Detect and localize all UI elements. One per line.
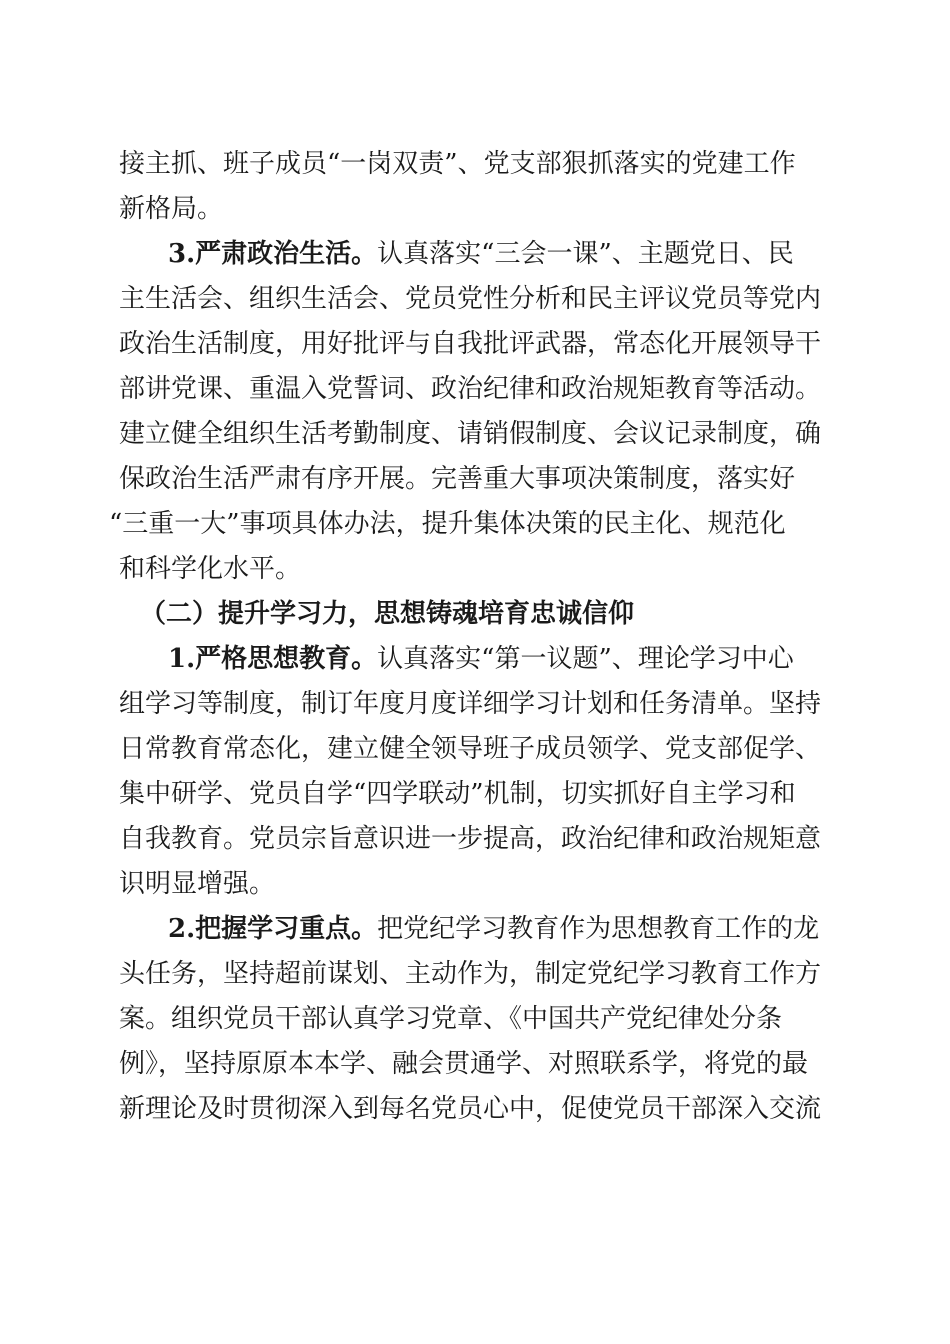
paragraph-line: 和科学化水平。 (119, 554, 302, 584)
paragraph-line: 日常教育常态化，建立健全领导班子成员领学、党支部促学、 (119, 734, 822, 764)
paragraph-line: “三重一大”事项具体办法，提升集体决策的民主化、规范化 (109, 509, 786, 539)
paragraph-text: 把党纪学习教育作为思想教育工作的龙 (377, 914, 820, 944)
paragraph-line: 保政治生活严肃有序开展。完善重大事项决策制度，落实好 (119, 464, 796, 494)
paragraph-line: 建立健全组织生活考勤制度、请销假制度、会议记录制度，确 (119, 419, 822, 449)
paragraph-text: 认真落实“第一议题”、理论学习中心 (377, 644, 794, 674)
paragraph-line: 新格局。 (119, 194, 224, 224)
paragraph-line: 自我教育。党员宗旨意识进一步提高，政治纪律和政治规矩意 (119, 824, 822, 854)
paragraph-line (0, 239, 950, 269)
paragraph-line: 集中研学、党员自学“四学联动”机制，切实抓好自主学习和 (119, 779, 796, 809)
section-title (0, 599, 950, 629)
paragraph-line: 组学习等制度，制订年度月度详细学习计划和任务清单。坚持 (119, 689, 822, 719)
paragraph-line: 头任务，坚持超前谋划、主动作为，制定党纪学习教育工作方 (119, 959, 822, 989)
paragraph-line: 新理论及时贯彻深入到每名党员心中，促使党员干部深入交流 (119, 1094, 822, 1124)
paragraph-line: 政治生活制度，用好批评与自我批评武器，常态化开展领导干 (119, 329, 822, 359)
paragraph-line: 案。组织党员干部认真学习党章、《中国共产党纪律处分条 (119, 1004, 783, 1034)
paragraph-line (0, 644, 950, 674)
paragraph-text: 认真落实“三会一课”、主题党日、民 (377, 239, 794, 269)
section-heading: 2.把握学习重点。 (168, 914, 378, 944)
paragraph-line (0, 914, 950, 944)
section-title-text: （二）提升学习力，思想铸魂培育忠诚信仰 (140, 599, 635, 629)
paragraph-line: 部讲党课、重温入党誓词、政治纪律和政治规矩教育等活动。 (119, 374, 822, 404)
paragraph-line: 主生活会、组织生活会、党员党性分析和民主评议党员等党内 (119, 284, 822, 314)
paragraph-line: 例》，坚持原原本本学、融会贯通学、对照联系学，将党的最 (119, 1049, 809, 1079)
paragraph-line: 接主抓、班子成员“一岗双责”、党支部狠抓落实的党建工作 (119, 149, 796, 179)
section-heading: 3.严肃政治生活。 (168, 239, 378, 269)
section-heading: 1.严格思想教育。 (168, 644, 378, 674)
paragraph-line: 识明显增强。 (119, 869, 276, 899)
